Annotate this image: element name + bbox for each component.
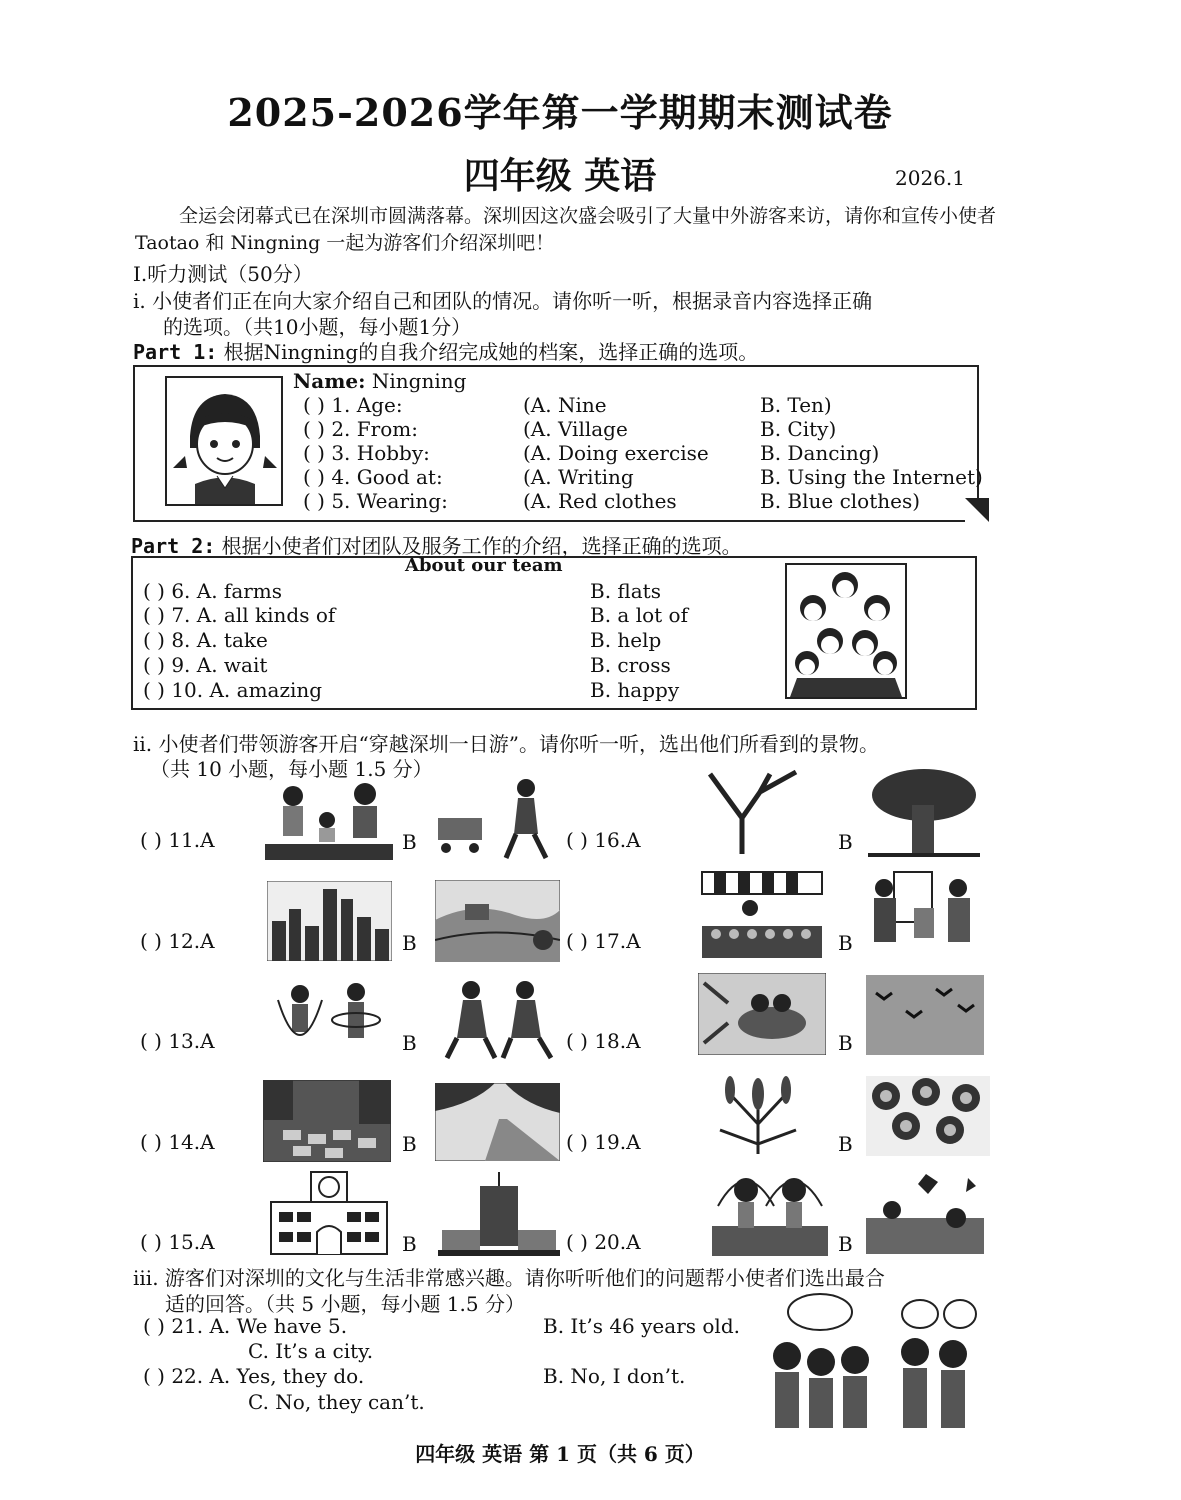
countryside-farm-icon xyxy=(435,880,560,962)
exam-subtitle: 四年级 英语 xyxy=(463,155,657,197)
part1-heading xyxy=(133,336,758,365)
part-ii-instruction-cont: （共 10 小题，每小题 1.5 分） xyxy=(150,757,433,781)
profile-q2-b: B. City) xyxy=(760,417,837,441)
team-q10[interactable]: ( ) 10. A. amazing xyxy=(143,678,323,702)
birds-flying-sky-icon xyxy=(866,975,984,1055)
pic-q16[interactable]: ( ) 16.A xyxy=(566,828,641,852)
profile-q2-a: (A. Village xyxy=(523,417,628,441)
profile-name-value: Ningning xyxy=(371,369,467,393)
profile-q1-b: B. Ten) xyxy=(760,393,832,417)
part2-text: 根据小使者们对团队及服务工作的介绍，选择正确的选项。 xyxy=(221,534,742,558)
pic-q11[interactable]: ( ) 11.A xyxy=(140,828,215,852)
pic-q14[interactable]: ( ) 14.A xyxy=(140,1130,215,1154)
bare-tree-icon xyxy=(700,768,804,856)
profile-q5[interactable]: ( ) 5. Wearing: xyxy=(303,489,448,513)
team-box-title: About our team xyxy=(405,555,563,576)
part1-text: 根据Ningning的自我介绍完成她的档案，选择正确的选项。 xyxy=(223,340,759,364)
profile-q1-a: (A. Nine xyxy=(523,393,607,417)
intro-paragraph: 全运会闭幕式已在深圳市圆满落幕。深圳因这次盛会吸引了大量中外游客来访，请你和宣传小使者 Taotao 和 Ningning 一起为游客们介绍深圳吧！ xyxy=(135,205,997,254)
team-q8[interactable]: ( ) 8. A. take xyxy=(143,628,268,652)
profile-q2[interactable]: ( ) 2. From: xyxy=(303,417,418,441)
q21[interactable]: ( ) 21. A. We have 5. xyxy=(143,1314,348,1338)
profile-q4-a: (A. Writing xyxy=(523,465,634,489)
family-walking-icon xyxy=(265,782,393,860)
sunflowers-icon xyxy=(866,1076,990,1156)
profile-q5-a: (A. Red clothes xyxy=(523,489,677,513)
q22[interactable]: ( ) 22. A. Yes, they do. xyxy=(143,1364,365,1388)
part-iii-instruction-cont: 适的回答。（共 5 小题，每小题 1.5 分） xyxy=(165,1292,525,1316)
girl-portrait-icon xyxy=(165,376,283,506)
part-i-instruction-cont: 的选项。（共10小题，每小题1分） xyxy=(163,315,472,339)
q22-b: B. No, I don’t. xyxy=(543,1364,686,1388)
q21-b: B. It’s 46 years old. xyxy=(543,1314,740,1338)
leafy-tree-icon xyxy=(864,765,984,860)
team-q9-b: B. cross xyxy=(590,653,671,677)
profile-q5-b: B. Blue clothes) xyxy=(760,489,921,513)
team-q7[interactable]: ( ) 7. A. all kinds of xyxy=(143,603,336,627)
tall-tower-building-icon xyxy=(438,1170,560,1256)
kite-flying-park-icon xyxy=(866,1168,984,1254)
profile-q1[interactable]: ( ) 1. Age: xyxy=(303,393,403,417)
profile-q3-b: B. Dancing) xyxy=(760,441,880,465)
children-skipping-rope-icon xyxy=(712,1166,828,1256)
team-q10-b: B. happy xyxy=(590,678,680,702)
exam-date: 2026.1 xyxy=(895,166,965,190)
profile-q3[interactable]: ( ) 3. Hobby: xyxy=(303,441,430,465)
jump-rope-people-icon xyxy=(268,980,390,1060)
exam-title: 2025-2026学年第一学期期末测试卷 xyxy=(227,90,893,135)
profile-q4-b: B. Using the Internet) xyxy=(760,465,983,489)
pic-q11-b-label: B xyxy=(402,830,417,854)
clothes-shop-icon xyxy=(866,868,984,956)
pic-q12-b-label: B xyxy=(402,931,417,955)
pic-q18-b-label: B xyxy=(838,1031,853,1055)
pic-q19[interactable]: ( ) 19.A xyxy=(566,1130,641,1154)
clock-tower-building-icon xyxy=(267,1168,391,1256)
team-q7-b: B. a lot of xyxy=(590,603,688,627)
pic-q13-b-label: B xyxy=(402,1031,417,1055)
pic-q15[interactable]: ( ) 15.A xyxy=(140,1230,215,1254)
q22-c: C. No, they can’t. xyxy=(248,1390,425,1414)
pic-q19-b-label: B xyxy=(838,1132,853,1156)
tourists-and-ambassadors-icon xyxy=(765,1290,980,1430)
market-stall-icon xyxy=(700,870,824,960)
bird-nest-icon xyxy=(698,973,826,1055)
team-q8-b: B. help xyxy=(590,628,662,652)
wheat-plant-icon xyxy=(710,1074,806,1156)
city-skyline-icon xyxy=(267,881,392,961)
profile-q3-a: (A. Doing exercise xyxy=(523,441,709,465)
pic-q17-b-label: B xyxy=(838,931,853,955)
pic-q18[interactable]: ( ) 18.A xyxy=(566,1029,641,1053)
profile-name-label: Name: xyxy=(293,369,366,393)
tai-chi-people-icon xyxy=(437,978,559,1060)
q21-c: C. It’s a city. xyxy=(248,1339,374,1363)
part1-label: Part 1: xyxy=(133,340,218,364)
pic-q13[interactable]: ( ) 13.A xyxy=(140,1029,215,1053)
profile-name-row xyxy=(293,369,466,393)
team-q6-b: B. flats xyxy=(590,579,661,603)
profile-q4[interactable]: ( ) 4. Good at: xyxy=(303,465,443,489)
pic-q12[interactable]: ( ) 12.A xyxy=(140,929,215,953)
shopping-cart-icon xyxy=(434,778,560,860)
team-group-photo-icon xyxy=(785,563,907,699)
pic-q14-b-label: B xyxy=(402,1132,417,1156)
pic-q17[interactable]: ( ) 17.A xyxy=(566,929,641,953)
pic-q16-b-label: B xyxy=(838,830,853,854)
part2-label: Part 2: xyxy=(131,534,216,558)
page-fold-corner xyxy=(965,498,989,522)
pic-q20-b-label: B xyxy=(838,1232,853,1256)
busy-traffic-street-icon xyxy=(263,1080,391,1162)
tree-lined-road-icon xyxy=(435,1083,560,1161)
part-ii-instruction: ii. 小使者们带领游客开启“穿越深圳一日游”。请你听一听，选出他们所看到的景物。 xyxy=(133,732,879,756)
team-q6[interactable]: ( ) 6. A. farms xyxy=(143,579,283,603)
page-footer: 四年级 英语 第 1 页（共 6 页） xyxy=(415,1442,705,1466)
team-q9[interactable]: ( ) 9. A. wait xyxy=(143,653,268,677)
pic-q15-b-label: B xyxy=(402,1232,417,1256)
section-heading: I.听力测试（50分） xyxy=(133,262,313,286)
part-i-instruction: i. 小使者们正在向大家介绍自己和团队的情况。请你听一听，根据录音内容选择正确 xyxy=(133,289,873,313)
part-iii-instruction: iii. 游客们对深圳的文化与生活非常感兴趣。请你听听他们的问题帮小使者们选出最合 xyxy=(133,1266,885,1290)
pic-q20[interactable]: ( ) 20.A xyxy=(566,1230,641,1254)
